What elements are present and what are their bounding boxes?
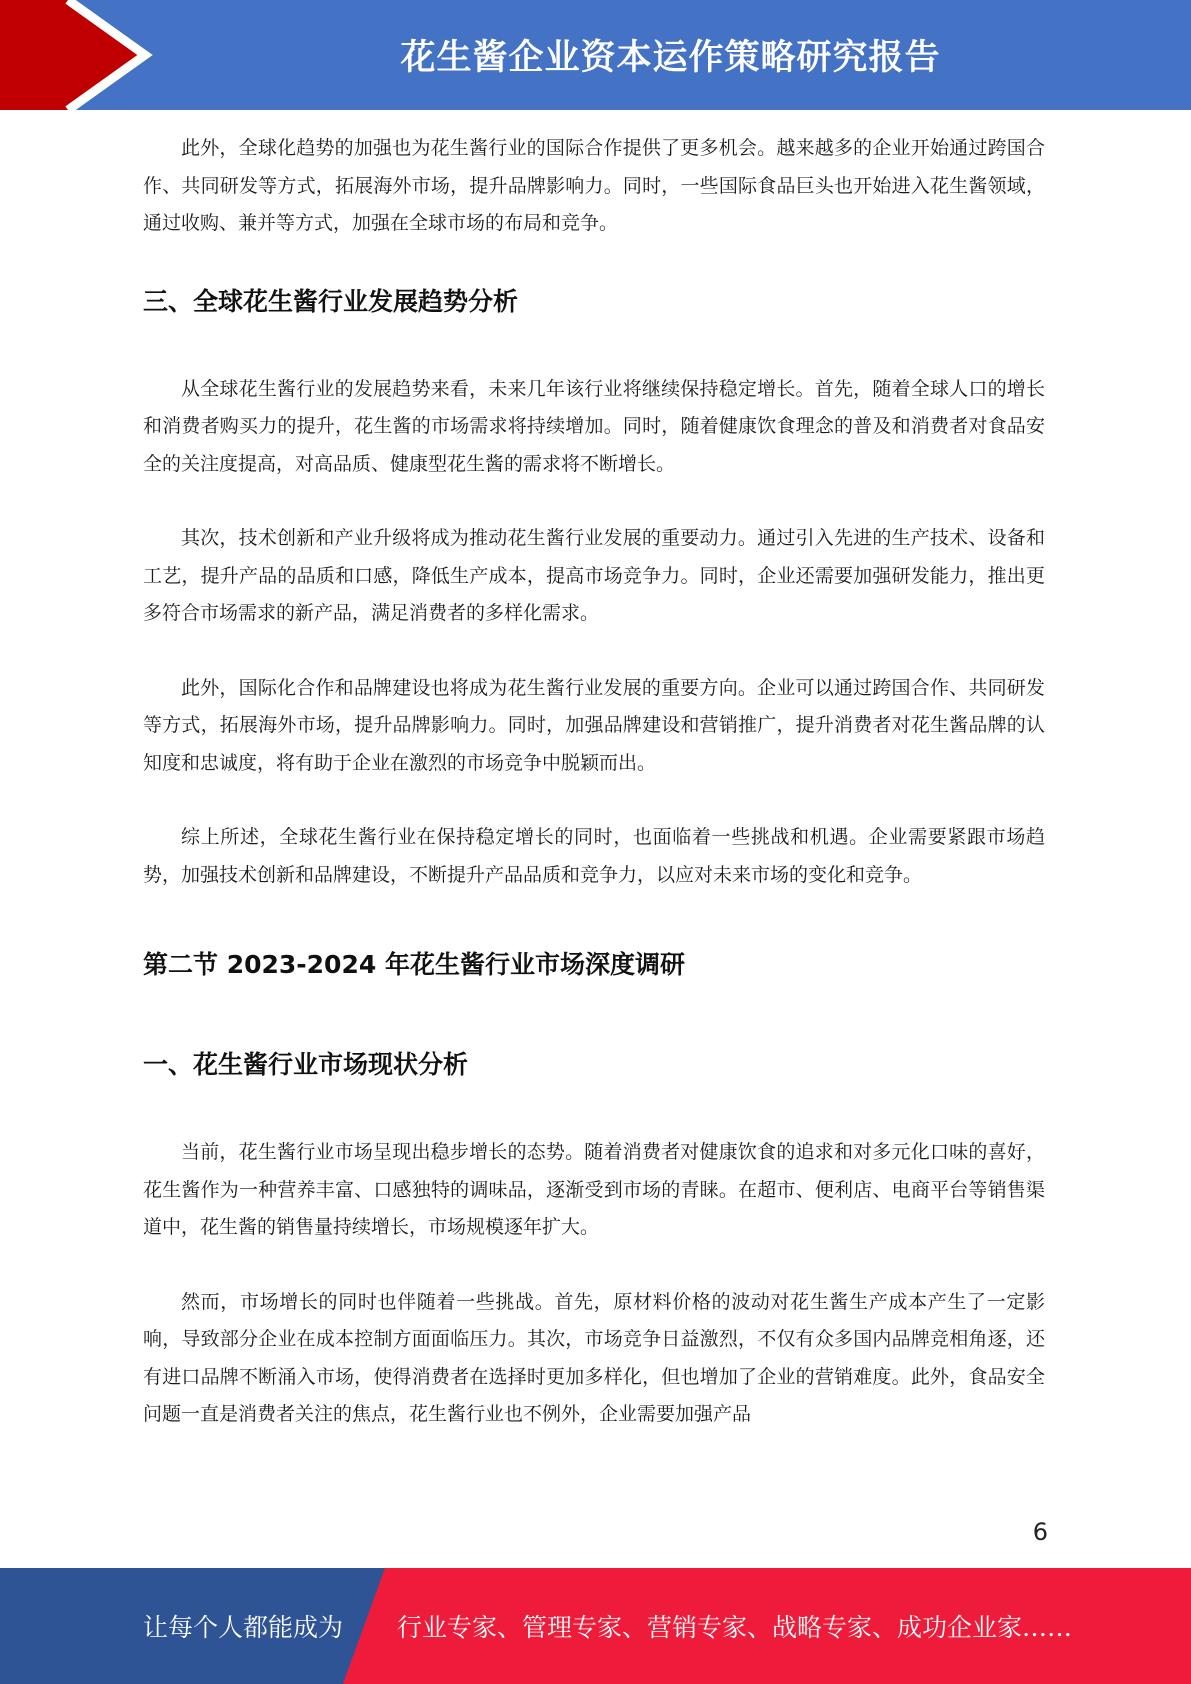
page-header xyxy=(0,0,1191,110)
page-body xyxy=(143,130,1045,1434)
page-footer xyxy=(0,1568,1191,1684)
section-heading: 三、全球花生酱行业发展趋势分析 xyxy=(143,286,519,316)
page-number: 6 xyxy=(1032,1518,1048,1546)
paragraph: 此外，国际化合作和品牌建设也将成为花生酱行业发展的重要方向。企业可以通过跨国合作、共同研发等方式，拓展海外市场，提升品牌影响力。同时，加强品牌建设和营销推广，提升消费者对花生酱品牌的认知度和忠诚度，将有助于企业在激烈的市场竞争中脱颖而出。 xyxy=(143,676,1045,774)
footer-slogan-right: 行业专家、管理专家、营销专家、战略专家、成功企业家…… xyxy=(397,1613,1073,1642)
paragraph: 从全球花生酱行业的发展趋势来看，未来几年该行业将继续保持稳定增长。首先，随着全球人口的增长和消费者购买力的提升，花生酱的市场需求将持续增加。同时，随着健康饮食理念的普及和消费者对食品安全的关注度提高，对高品质、健康型花生酱的需求将不断增长。 xyxy=(143,377,1045,475)
paragraph: 此外，全球化趋势的加强也为花生酱行业的国际合作提供了更多机会。越来越多的企业开始通过跨国合作、共同研发等方式，拓展海外市场，提升品牌影响力。同时，一些国际食品巨头也开始进入花生酱领域，通过收购、兼并等方式，加强在全球市场的布局和竞争。 xyxy=(143,137,1045,234)
paragraph: 综上所述，全球花生酱行业在保持稳定增长的同时，也面临着一些挑战和机遇。企业需要紧跟市场趋势，加强技术创新和品牌建设，不断提升产品品质和竞争力，以应对未来市场的变化和竞争。 xyxy=(143,826,1045,886)
report-title: 花生酱企业资本运作策略研究报告 xyxy=(400,38,941,78)
paragraph: 然而，市场增长的同时也伴随着一些挑战。首先，原材料价格的波动对花生酱生产成本产生了一定影响，导致部分企业在成本控制方面面临压力。其次，市场竞争日益激烈，不仅有众多国内品牌竞相角逐，还有进口品牌不断涌入市场，使得消费者在选择时更加多样化，但也增加了企业的营销难度。此外，食品安全问题一直是消费者关注的焦点，花生酱行业也不例外，企业需要加强产品 xyxy=(143,1290,1045,1425)
footer-slogan-left: 让每个人都能成为 xyxy=(143,1613,344,1642)
section-heading: 一、花生酱行业市场现状分析 xyxy=(143,1050,469,1079)
paragraph: 其次，技术创新和产业升级将成为推动花生酱行业发展的重要动力。通过引入先进的生产技术、设备和工艺，提升产品的品质和口感，降低生产成本，提高市场竞争力。同时，企业还需要加强研发能力，推出更多符合市场需求的新产品，满足消费者的多样化需求。 xyxy=(143,527,1045,624)
paragraph: 当前，花生酱行业市场呈现出稳步增长的态势。随着消费者对健康饮食的追求和对多元化口味的喜好，花生酱作为一种营养丰富、口感独特的调味品，逐渐受到市场的青睐。在超市、便利店、电商平台等销售渠道中，花生酱的销售量持续增长，市场规模逐年扩大。 xyxy=(143,1141,1045,1238)
chapter-heading: 第二节 2023-2024 年花生酱行业市场深度调研 xyxy=(143,950,685,979)
